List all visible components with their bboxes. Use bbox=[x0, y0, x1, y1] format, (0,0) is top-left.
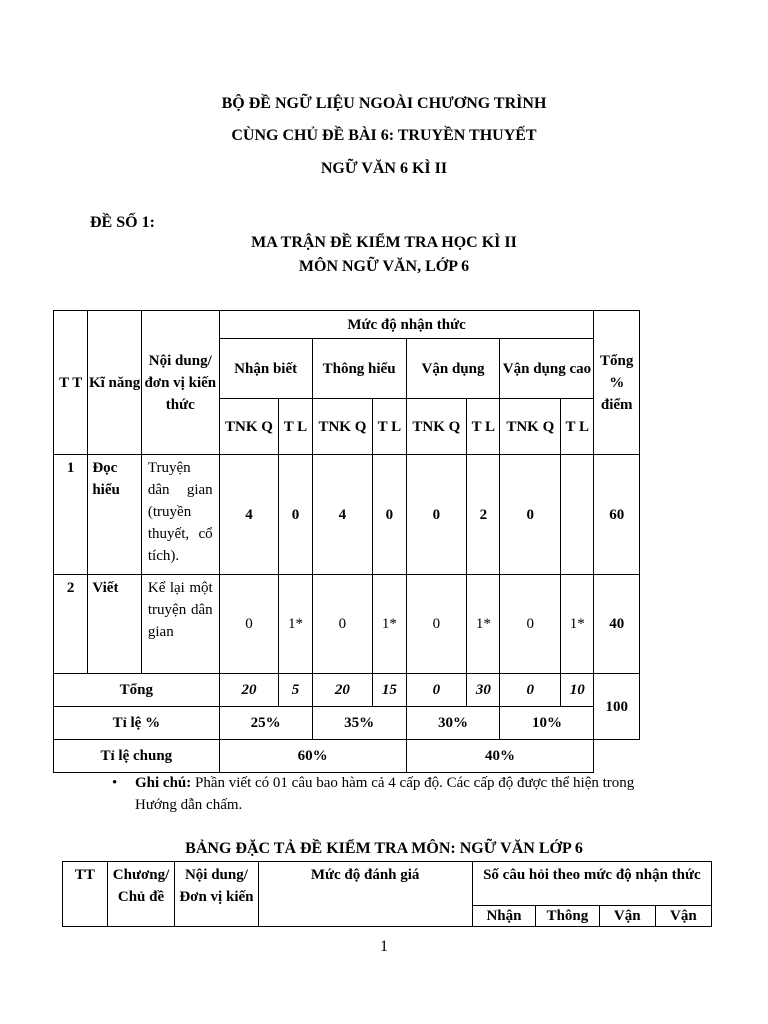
level-apply: Vận dụng bbox=[406, 339, 500, 399]
bullet-icon: • bbox=[112, 775, 118, 791]
spec-table bbox=[62, 861, 712, 927]
ratio-value: 25% bbox=[219, 707, 312, 740]
note-text: Phần viết có 01 câu bao hàm cả 4 cấp độ. Các cấp độ được thể hiện trong Hướng dẫn chấm. bbox=[135, 775, 635, 813]
spec-sub-col: Thông bbox=[536, 906, 599, 927]
ratio-value: 35% bbox=[312, 707, 406, 740]
row-value: 0 bbox=[219, 575, 279, 674]
row-value: 1* bbox=[279, 575, 312, 674]
sum-label: Tổng bbox=[54, 674, 220, 707]
sub-tl: T L bbox=[561, 399, 594, 455]
row-value: 0 bbox=[373, 455, 406, 575]
level-recognize: Nhận biết bbox=[219, 339, 312, 399]
row-total: 40 bbox=[594, 575, 640, 674]
sum-value: 0 bbox=[500, 674, 561, 707]
row-value: 0 bbox=[312, 575, 373, 674]
row-value: 0 bbox=[500, 455, 561, 575]
row-value: 2 bbox=[467, 455, 500, 575]
general-row bbox=[54, 740, 640, 773]
spec-col-tt: TT bbox=[63, 862, 108, 927]
general-value: 60% bbox=[219, 740, 406, 773]
matrix-title-line-1: MA TRẬN ĐỀ KIỂM TRA HỌC KÌ II bbox=[251, 234, 517, 251]
sum-row bbox=[54, 674, 640, 707]
doc-title-line-2: CÙNG CHỦ ĐỀ BÀI 6: TRUYỀN THUYẾT bbox=[231, 127, 537, 144]
spec-sub-col: Vận bbox=[655, 906, 711, 927]
spec-sub-col: Vận bbox=[599, 906, 655, 927]
sub-tl: T L bbox=[279, 399, 312, 455]
row-value: 0 bbox=[406, 575, 467, 674]
row-value: 1* bbox=[373, 575, 406, 674]
sub-tnkq: TNK Q bbox=[312, 399, 373, 455]
matrix-table bbox=[53, 310, 640, 773]
row-value: 4 bbox=[219, 455, 279, 575]
row-value: 0 bbox=[279, 455, 312, 575]
general-value: 40% bbox=[406, 740, 594, 773]
col-skill-header: Kĩ năng bbox=[88, 311, 142, 455]
ratio-label: Tỉ lệ % bbox=[54, 707, 220, 740]
row-tt: 1 bbox=[54, 455, 88, 575]
note bbox=[135, 772, 655, 816]
doc-title-line-1: BỘ ĐỀ NGỮ LIỆU NGOÀI CHƯƠNG TRÌNH bbox=[221, 95, 547, 112]
row-content: Truyện dân gian (truyền thuyết, cổ tích). bbox=[141, 455, 219, 575]
row-content: Kể lại một truyện dân gian bbox=[141, 575, 219, 674]
table-row bbox=[54, 575, 640, 674]
sum-value: 5 bbox=[279, 674, 312, 707]
col-total-header: Tổng % điểm bbox=[594, 311, 640, 455]
spec-col-eval: Mức độ đánh giá bbox=[258, 862, 472, 927]
col-content-header: Nội dung/đơn vị kiến thức bbox=[141, 311, 219, 455]
page-number: 1 bbox=[380, 938, 388, 955]
ratio-row bbox=[54, 707, 640, 740]
table-row bbox=[54, 455, 640, 575]
empty-cell bbox=[594, 740, 640, 773]
ratio-total: 100 bbox=[594, 674, 640, 740]
row-value bbox=[561, 455, 594, 575]
ratio-value: 30% bbox=[406, 707, 500, 740]
row-tt: 2 bbox=[54, 575, 88, 674]
exam-number: ĐỀ SỐ 1: bbox=[90, 214, 155, 231]
spec-col-chapter: Chương/ Chủ đề bbox=[107, 862, 175, 927]
spec-sub-col: Nhận bbox=[472, 906, 535, 927]
level-understand: Thông hiểu bbox=[312, 339, 406, 399]
spec-title: BẢNG ĐẶC TẢ ĐỀ KIỂM TRA MÔN: NGỮ VĂN LỚP 6 bbox=[185, 840, 583, 857]
row-value: 4 bbox=[312, 455, 373, 575]
spec-col-content: Nội dung/Đơn vị kiến bbox=[175, 862, 258, 927]
row-value: 1* bbox=[561, 575, 594, 674]
row-value: 0 bbox=[406, 455, 467, 575]
sub-tnkq: TNK Q bbox=[406, 399, 467, 455]
general-label: Tỉ lệ chung bbox=[54, 740, 220, 773]
sum-value: 0 bbox=[406, 674, 467, 707]
note-label: Ghi chú: bbox=[135, 775, 192, 791]
sub-tl: T L bbox=[467, 399, 500, 455]
spec-col-questions: Số câu hỏi theo mức độ nhận thức bbox=[472, 862, 711, 906]
row-value: 1* bbox=[467, 575, 500, 674]
sum-value: 20 bbox=[219, 674, 279, 707]
sum-value: 15 bbox=[373, 674, 406, 707]
sum-value: 20 bbox=[312, 674, 373, 707]
sum-value: 30 bbox=[467, 674, 500, 707]
row-total: 60 bbox=[594, 455, 640, 575]
row-skill: Viết bbox=[88, 575, 142, 674]
sub-tnkq: TNK Q bbox=[219, 399, 279, 455]
sum-value: 10 bbox=[561, 674, 594, 707]
row-skill: Đọc hiểu bbox=[88, 455, 142, 575]
matrix-title-line-2: MÔN NGỮ VĂN, LỚP 6 bbox=[298, 258, 470, 275]
doc-title-line-3: NGỮ VĂN 6 KÌ II bbox=[320, 160, 448, 177]
row-value: 0 bbox=[500, 575, 561, 674]
ratio-value: 10% bbox=[500, 707, 594, 740]
sub-tnkq: TNK Q bbox=[500, 399, 561, 455]
level-apply-high: Vận dụng cao bbox=[500, 339, 594, 399]
sub-tl: T L bbox=[373, 399, 406, 455]
col-level-header: Mức độ nhận thức bbox=[219, 311, 594, 339]
col-tt-header: T T bbox=[54, 311, 88, 455]
